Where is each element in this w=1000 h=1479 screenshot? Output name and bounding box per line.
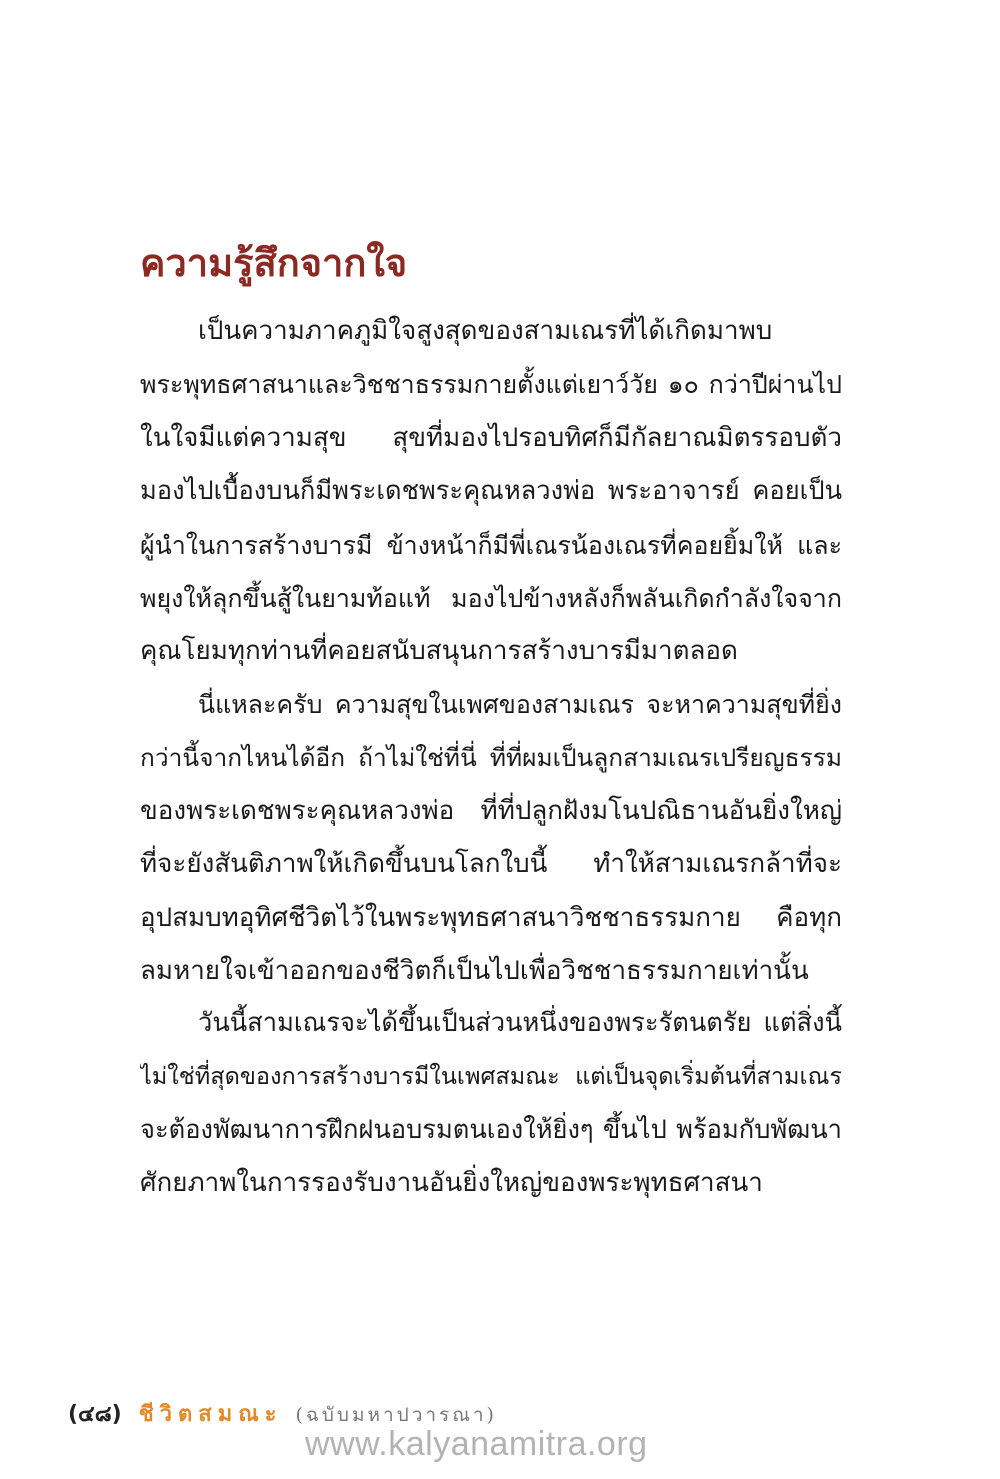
website-watermark: www.kalyanamitra.org [305,1425,648,1463]
text-line: เป็นความภาคภูมิใจสูงสุดของสามเณรที่ได้เกิดมาพบ [198,316,773,346]
text-line: ไม่ใช่ที่สุดของการสร้างบารมีในเพศสมณะ แต่เป็นจุดเริ่มต้นที่สามเณร [140,1062,842,1091]
text-line: ในใจมีแต่ความสุข สุขที่มองไปรอบทิศก็มีกัลยาณมิตรรอบตัว [140,422,842,453]
text-line: วันนี้สามเณรจะได้ขึ้นเป็นส่วนหนึ่งของพระรัตนตรัย แต่สิ่งนี้ [198,1008,842,1038]
paragraph-3 [140,997,842,1211]
text-line: ศักยภาพในการรองรับงานอันยิ่งใหญ่ของพระพุทธศาสนา [140,1168,763,1199]
text-line: พยุงให้ลุกขึ้นสู้ในยามท้อแท้ มองไปข้างหลังก็พลันเกิดกำลังใจจาก [140,583,842,613]
text-line: ของพระเดชพระคุณหลวงพ่อ ที่ที่ปลูกฝังมโนปณิธานอันยิ่งใหญ่ [140,795,842,826]
edition-label: (ฉบับมหาปวารณา) [295,1404,497,1426]
paragraph-2 [140,678,842,998]
text-line: พระพุทธศาสนาและวิชชาธรรมกายตั้งแต่เยาว์วัย ๑๐ กว่าปีผ่านไป [140,370,842,400]
paragraph-1 [140,305,842,679]
text-line: นี่แหละครับ ความสุขในเพศของสามเณร จะหาความสุขที่ยิ่ง [198,690,842,719]
page-heading: ความรู้สึกจากใจ [140,241,408,285]
text-line: มองไปเบื้องบนก็มีพระเดชพระคุณหลวงพ่อ พระอาจารย์ คอยเป็น [140,476,842,507]
text-line: ผู้นำในการสร้างบารมี ข้างหน้าก็มีพี่เณรน้องเณรที่คอยยิ้มให้ และ [140,530,842,560]
text-line: จะต้องพัฒนาการฝึกฝนอบรมตนเองให้ยิ่งๆ ขึ้นไป พร้อมกับพัฒนา [140,1114,842,1145]
text-line: ที่จะยังสันติภาพให้เกิดขึ้นบนโลกใบนี้ ทำให้สามเณรกล้าที่จะ [140,849,842,880]
text-line: คุณโยมทุกท่านที่คอยสนับสนุนการสร้างบารมีมาตลอด [140,636,738,667]
text-line: อุปสมบทอุทิศชีวิตไว้ในพระพุทธศาสนาวิชชาธรรมกาย คือทุก [140,902,842,933]
page-number: (๔๘) [68,1402,122,1427]
text-line: ลมหายใจเข้าออกของชีวิตก็เป็นไปเพื่อวิชชาธรรมกายเท่านั้น [140,955,809,986]
book-title: ชีวิตสมณะ [138,1402,283,1427]
text-line: กว่านี้จากไหนได้อีก ถ้าไม่ใช่ที่นี่ ที่ที่ผมเป็นลูกสามเณรเปรียญธรรม [140,743,842,773]
